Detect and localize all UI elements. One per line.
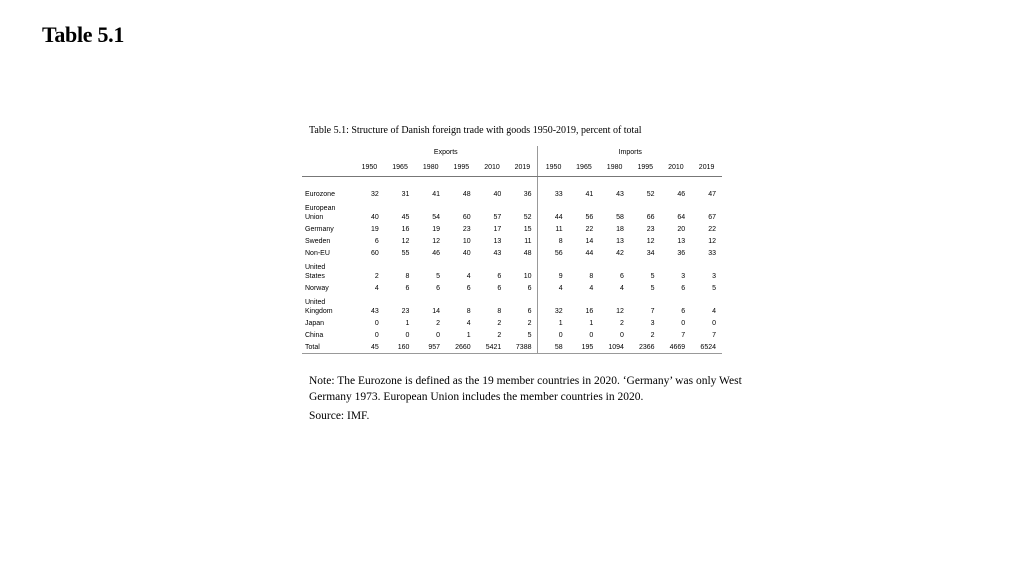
table-cell: 46 bbox=[432, 250, 441, 257]
table-cell: 6524 bbox=[691, 340, 722, 354]
table-cell: 2 bbox=[620, 320, 624, 327]
row-label-line: European bbox=[305, 205, 336, 212]
table-cell: 8 bbox=[558, 238, 563, 245]
row-label-line: Norway bbox=[305, 285, 329, 292]
table-cell: 57 bbox=[493, 214, 502, 221]
year-header: 1950 bbox=[354, 159, 385, 177]
table-cell: 54 bbox=[432, 214, 441, 221]
group-header-row bbox=[302, 146, 722, 159]
year-header-blank bbox=[302, 159, 354, 177]
table-cell: 5421 bbox=[477, 340, 508, 354]
row-label-line: Eurozone bbox=[305, 191, 335, 198]
year-header: 1980 bbox=[415, 159, 446, 177]
group-header-imports: Imports bbox=[618, 149, 642, 156]
row-label-line: Total bbox=[305, 344, 320, 351]
table-cell: 23 bbox=[462, 226, 471, 233]
table-cell: 5 bbox=[650, 273, 655, 280]
table-cell: 2 bbox=[374, 273, 379, 280]
table-cell: 4 bbox=[374, 285, 379, 292]
table-cell: 6 bbox=[681, 285, 686, 292]
table-row bbox=[302, 281, 722, 293]
table-cell: 4 bbox=[712, 308, 716, 315]
table-cell: 43 bbox=[493, 250, 502, 257]
table-cell: 12 bbox=[401, 238, 410, 245]
table-cell: 0 bbox=[374, 332, 379, 339]
table-cell: 4 bbox=[620, 285, 624, 292]
row-label-line: Kingdom bbox=[305, 308, 333, 315]
row-label bbox=[302, 281, 354, 293]
year-header-row bbox=[302, 159, 722, 177]
table-cell: 36 bbox=[507, 177, 538, 200]
table-cell: 1 bbox=[466, 332, 471, 339]
table-cell: 0 bbox=[558, 332, 563, 339]
table-cell: 19 bbox=[432, 226, 441, 233]
table-cell: 40 bbox=[370, 214, 379, 221]
table-cell: 8 bbox=[466, 308, 471, 315]
table-cell: 160 bbox=[385, 340, 416, 354]
table-source: Source: IMF. bbox=[309, 410, 370, 422]
table-cell: 16 bbox=[401, 226, 410, 233]
table-cell: 0 bbox=[405, 332, 410, 339]
table-cell: 6 bbox=[405, 285, 410, 292]
slide-title: Table 5.1 bbox=[42, 22, 125, 47]
table-row bbox=[302, 199, 722, 222]
table-cell: 2 bbox=[650, 332, 655, 339]
row-label-line: United bbox=[305, 264, 326, 271]
table-cell: 2 bbox=[507, 316, 538, 328]
table-cell: 41 bbox=[432, 191, 441, 198]
row-label bbox=[302, 316, 354, 328]
table-row bbox=[302, 177, 722, 200]
table-cell: 0 bbox=[681, 320, 686, 327]
table-cell: 40 bbox=[462, 250, 471, 257]
table-cell: 195 bbox=[569, 340, 600, 354]
table-cell: 0 bbox=[436, 332, 441, 339]
table-row bbox=[302, 340, 722, 354]
trade-table-container bbox=[302, 146, 722, 354]
table-row bbox=[302, 328, 722, 340]
table-cell: 36 bbox=[677, 250, 686, 257]
row-label-line: States bbox=[305, 273, 325, 280]
table-cell: 13 bbox=[677, 238, 686, 245]
table-cell: 7 bbox=[681, 332, 686, 339]
year-header: 2010 bbox=[661, 159, 692, 177]
table-cell: 44 bbox=[554, 214, 563, 221]
table-cell: 957 bbox=[415, 340, 446, 354]
table-note: Note: The Eurozone is defined as the 19 member countries in 2020. ‘Germany’ was only West Germany 1973. European Union includes the member countries in 2020. bbox=[309, 375, 742, 403]
table-cell: 8 bbox=[405, 273, 410, 280]
table-cell: 45 bbox=[401, 214, 410, 221]
table-cell: 23 bbox=[646, 226, 655, 233]
table-cell: 15 bbox=[507, 222, 538, 234]
row-label bbox=[302, 222, 354, 234]
table-cell: 47 bbox=[708, 191, 716, 198]
table-cell: 1094 bbox=[599, 340, 630, 354]
table-cell: 6 bbox=[436, 285, 441, 292]
table-cell: 56 bbox=[585, 214, 594, 221]
table-cell: 4 bbox=[466, 320, 471, 327]
table-cell: 12 bbox=[646, 238, 655, 245]
table-cell: 6 bbox=[507, 293, 538, 316]
table-cell: 48 bbox=[462, 191, 471, 198]
table-cell: 13 bbox=[493, 238, 502, 245]
trade-table bbox=[302, 146, 722, 354]
year-header: 1980 bbox=[599, 159, 630, 177]
table-cell: 6 bbox=[681, 308, 686, 315]
table-cell: 3 bbox=[712, 273, 716, 280]
table-cell: 6 bbox=[374, 238, 379, 245]
table-cell: 22 bbox=[708, 226, 716, 233]
table-cell: 8 bbox=[589, 273, 594, 280]
table-cell: 4 bbox=[558, 285, 563, 292]
table-cell: 6 bbox=[507, 281, 538, 293]
table-cell: 1 bbox=[405, 320, 410, 327]
table-cell: 43 bbox=[616, 191, 624, 198]
table-cell: 56 bbox=[554, 250, 563, 257]
table-cell: 3 bbox=[650, 320, 655, 327]
row-label-line: Germany bbox=[305, 226, 334, 233]
table-cell: 52 bbox=[646, 191, 655, 198]
table-cell: 0 bbox=[620, 332, 624, 339]
table-cell: 1 bbox=[558, 320, 563, 327]
table-cell: 22 bbox=[585, 226, 594, 233]
table-cell: 12 bbox=[432, 238, 441, 245]
table-cell: 44 bbox=[585, 250, 594, 257]
year-header: 2019 bbox=[691, 159, 722, 177]
table-cell: 11 bbox=[555, 226, 563, 233]
table-cell: 4669 bbox=[661, 340, 692, 354]
table-cell: 14 bbox=[585, 238, 594, 245]
row-label-line: United bbox=[305, 299, 326, 306]
table-cell: 6 bbox=[620, 273, 624, 280]
year-header: 2010 bbox=[477, 159, 508, 177]
year-header: 1995 bbox=[630, 159, 661, 177]
table-cell: 60 bbox=[370, 250, 379, 257]
row-label bbox=[302, 293, 354, 316]
table-cell: 34 bbox=[646, 250, 655, 257]
table-cell: 33 bbox=[708, 250, 716, 257]
table-row bbox=[302, 246, 722, 258]
table-cell: 32 bbox=[370, 191, 379, 198]
table-cell: 2 bbox=[497, 320, 502, 327]
row-label bbox=[302, 234, 354, 246]
table-cell: 60 bbox=[462, 214, 471, 221]
table-cell: 1 bbox=[589, 320, 594, 327]
table-cell: 3 bbox=[681, 273, 686, 280]
corner-cell bbox=[302, 146, 354, 159]
table-cell: 16 bbox=[585, 308, 594, 315]
table-cell: 10 bbox=[507, 258, 538, 281]
table-cell: 5 bbox=[436, 273, 441, 280]
table-row bbox=[302, 222, 722, 234]
table-row bbox=[302, 316, 722, 328]
table-cell: 2366 bbox=[630, 340, 661, 354]
table-cell: 58 bbox=[616, 214, 624, 221]
table-cell: 64 bbox=[677, 214, 686, 221]
table-cell: 5 bbox=[650, 285, 655, 292]
year-header: 2019 bbox=[507, 159, 538, 177]
table-cell: 10 bbox=[462, 238, 471, 245]
table-cell: 31 bbox=[401, 191, 410, 198]
row-label-line: Sweden bbox=[305, 238, 331, 245]
table-cell: 4 bbox=[589, 285, 594, 292]
table-cell: 19 bbox=[370, 226, 379, 233]
table-cell: 11 bbox=[507, 234, 538, 246]
row-label-line: Non-EU bbox=[305, 250, 330, 257]
row-label bbox=[302, 340, 354, 354]
table-cell: 5 bbox=[712, 285, 716, 292]
table-row bbox=[302, 258, 722, 281]
row-label bbox=[302, 246, 354, 258]
table-cell: 0 bbox=[589, 332, 594, 339]
table-cell: 55 bbox=[401, 250, 410, 257]
row-label bbox=[302, 258, 354, 281]
row-label bbox=[302, 177, 354, 200]
table-cell: 46 bbox=[677, 191, 686, 198]
table-cell: 20 bbox=[677, 226, 686, 233]
table-cell: 12 bbox=[616, 308, 624, 315]
table-cell: 42 bbox=[616, 250, 624, 257]
table-cell: 13 bbox=[616, 238, 624, 245]
table-cell: 7 bbox=[712, 332, 716, 339]
row-label-line: Union bbox=[305, 214, 324, 221]
table-cell: 14 bbox=[432, 308, 441, 315]
table-cell: 33 bbox=[554, 191, 563, 198]
row-label bbox=[302, 199, 354, 222]
table-body bbox=[302, 177, 722, 354]
table-cell: 12 bbox=[708, 238, 716, 245]
table-cell: 7 bbox=[650, 308, 655, 315]
year-header: 1965 bbox=[569, 159, 600, 177]
table-cell: 0 bbox=[374, 320, 379, 327]
table-row bbox=[302, 234, 722, 246]
table-cell: 43 bbox=[370, 308, 379, 315]
table-cell: 17 bbox=[493, 226, 502, 233]
table-cell: 2660 bbox=[446, 340, 477, 354]
year-header: 1950 bbox=[538, 159, 569, 177]
table-cell: 2 bbox=[497, 332, 502, 339]
table-cell: 6 bbox=[466, 285, 471, 292]
year-header: 1995 bbox=[446, 159, 477, 177]
year-header: 1965 bbox=[385, 159, 416, 177]
table-cell: 8 bbox=[497, 308, 502, 315]
table-cell: 40 bbox=[493, 191, 502, 198]
table-cell: 67 bbox=[708, 214, 716, 221]
row-label bbox=[302, 328, 354, 340]
table-cell: 23 bbox=[401, 308, 410, 315]
table-cell: 48 bbox=[507, 246, 538, 258]
table-cell: 32 bbox=[554, 308, 563, 315]
table-cell: 5 bbox=[507, 328, 538, 340]
table-caption: Table 5.1: Structure of Danish foreign trade with goods 1950-2019, percent of total bbox=[309, 125, 642, 136]
table-cell: 6 bbox=[497, 285, 502, 292]
table-cell: 4 bbox=[466, 273, 471, 280]
table-cell: 0 bbox=[712, 320, 716, 327]
table-cell: 58 bbox=[538, 340, 569, 354]
table-cell: 41 bbox=[585, 191, 594, 198]
table-cell: 9 bbox=[558, 273, 563, 280]
table-row bbox=[302, 293, 722, 316]
table-cell: 2 bbox=[436, 320, 441, 327]
table-cell: 66 bbox=[646, 214, 655, 221]
table-cell: 6 bbox=[497, 273, 502, 280]
table-cell: 18 bbox=[616, 226, 624, 233]
table-cell: 7388 bbox=[507, 340, 538, 354]
table-cell: 45 bbox=[354, 340, 385, 354]
row-label-line: Japan bbox=[305, 320, 325, 327]
row-label-line: China bbox=[305, 332, 324, 339]
table-cell: 52 bbox=[507, 199, 538, 222]
group-header-exports: Exports bbox=[354, 146, 538, 159]
